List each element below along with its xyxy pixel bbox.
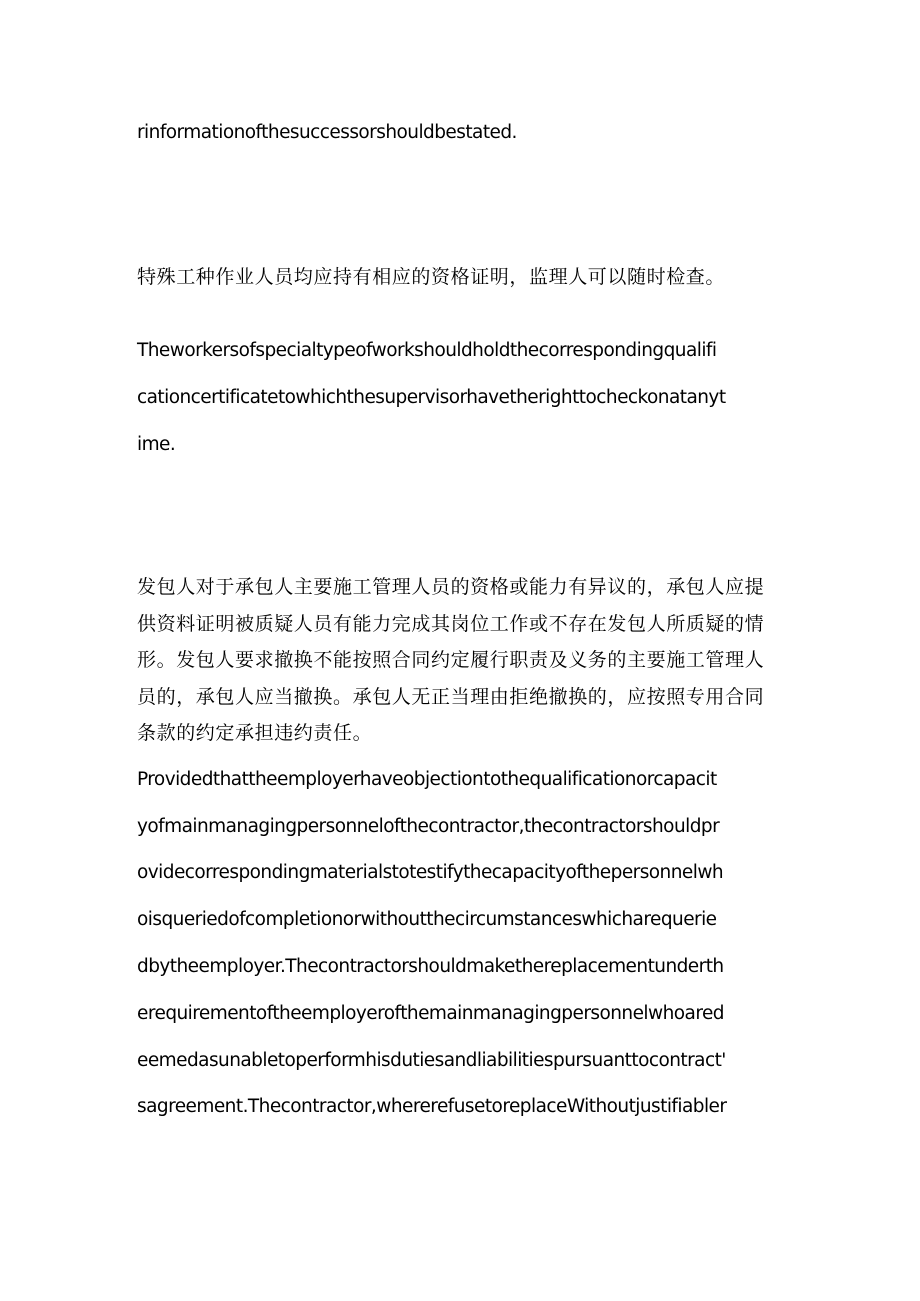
text-line: Theworkersofspecialtypeofworkshouldholdthecorrespondingqualifi (137, 340, 717, 361)
text-line: 形。发包人要求撤换不能按照合同约定履行职责及义务的主要施工管理人 (137, 649, 765, 671)
text-line: 发包人对于承包人主要施工管理人员的资格或能力有异议的，承包人应提 (137, 576, 765, 598)
text-line: cationcertificatetowhichthesupervisorhavetherighttocheckonatanyt (137, 387, 726, 408)
text-line: 员的，承包人应当撤换。承包人无正当理由拒绝撤换的，应按照专用合同 (137, 686, 765, 708)
text-line: ovidecorrespondingmaterialstotestifythecapacityofthepersonnelwh (137, 862, 724, 883)
text-line: 条款的约定承担违约责任。 (137, 722, 373, 744)
text-line: Providedthattheemployerhaveobjectiontothequalificationorcapacit (137, 769, 717, 790)
text-line: 供资料证明被质疑人员有能力完成其岗位工作或不存在发包人所质疑的情 (137, 613, 765, 635)
text-line: dbytheemployer.Thecontractorshouldmakethereplacementunderth (137, 956, 724, 977)
text-line: erequirementoftheemployerofthemainmanagingpersonnelwhoared (137, 1003, 724, 1024)
text-line: yofmainmanagingpersonnelofthecontractor,thecontractorshouldpr (137, 816, 720, 837)
text-line: rinformationofthesuccessorshouldbestated. (137, 122, 517, 143)
text-line: sagreement.Thecontractor,whererefusetoreplaceWithoutjustifiabler (137, 1096, 727, 1117)
text-line: oisqueriedofcompletionorwithoutthecircumstanceswhicharequerie (137, 909, 717, 930)
text-line: 特殊工种作业人员均应持有相应的资格证明，监理人可以随时检查。 (137, 266, 726, 288)
text-line: eemedasunabletoperformhisdutiesandliabilitiespursuanttocontract' (137, 1050, 726, 1071)
text-line: ime. (137, 434, 176, 455)
